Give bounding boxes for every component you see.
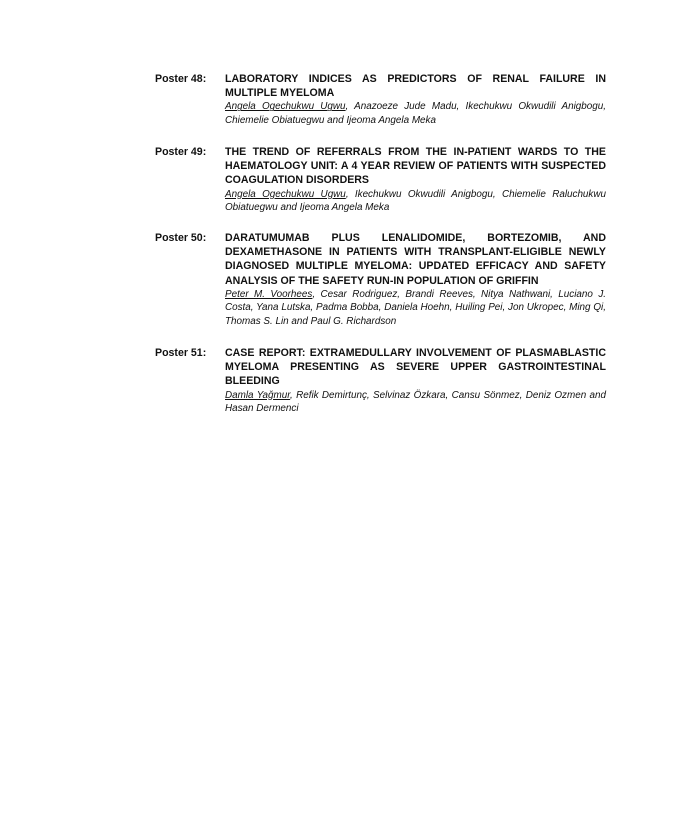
presenting-author: Damla Yağmur <box>225 389 290 401</box>
co-authors: , Ikechukwu Okwudili Anigbogu, Chiemelie Raluchukwu Obiatuegwu and Ijeoma Angela Meka <box>225 188 606 214</box>
poster-authors <box>225 288 606 329</box>
co-authors: , Anazoeze Jude Madu, Ikechukwu Okwudili Anigbogu, Chiemelie Obiatuegwu and Ijeoma Angela Meka <box>225 101 606 126</box>
poster-title: CASE REPORT: EXTRAMEDULLARY INVOLVEMENT OF PLASMABLASTIC MYELOMA PRESENTING AS SEVERE UPPER GASTROINTESTINAL BLEEDING <box>225 347 606 388</box>
co-authors: , Cesar Rodriguez, Brandi Reeves, Nitya Nathwani, Luciano J. Costa, Yana Lutska, Padma Bobba, Daniela Hoehn, Huiling Pei, Jon Ukropec, Ming Qi, Thomas S. Lin and Paul G. Richardson <box>225 288 606 327</box>
poster-number-label: Poster 48: <box>155 73 207 85</box>
poster-number-label: Poster 49: <box>155 146 207 158</box>
poster-number-label: Poster 51: <box>155 347 207 359</box>
presenting-author: Angela Ogechukwu Ugwu <box>225 101 346 113</box>
presenting-author: Angela Ogechukwu Ugwu <box>225 188 346 200</box>
poster-title: DARATUMUMAB PLUS LENALIDOMIDE, BORTEZOMIB, AND DEXAMETHASONE IN PATIENTS WITH TRANSPLANT-ELIGIBLE NEWLY DIAGNOSED MULTIPLE MYELOMA: UPDATED EFFICACY AND SAFETY ANALYSIS OF THE SAFETY RUN-IN POPULATION OF GRIFFIN <box>225 232 606 287</box>
poster-authors <box>225 188 606 215</box>
poster-number-label: Poster 50: <box>155 232 207 244</box>
poster-details <box>225 145 606 215</box>
poster-authors <box>225 389 606 416</box>
poster-title: LABORATORY INDICES AS PREDICTORS OF RENAL FAILURE IN MULTIPLE MYELOMA <box>225 73 606 100</box>
poster-authors <box>225 100 606 127</box>
presenting-author: Peter M. Voorhees <box>225 288 313 300</box>
co-authors: , Refik Demirtunç, Selvinaz Özkara, Cansu Sönmez, Deniz Ozmen and Hasan Dermenci <box>225 389 606 415</box>
poster-title: THE TREND OF REFERRALS FROM THE IN-PATIENT WARDS TO THE HAEMATOLOGY UNIT: A 4 YEAR REVIEW OF PATIENTS WITH SUSPECTED COAGULATION DISORDERS <box>225 146 606 187</box>
poster-details <box>225 231 606 329</box>
poster-details <box>225 346 606 416</box>
poster-details <box>225 72 606 128</box>
